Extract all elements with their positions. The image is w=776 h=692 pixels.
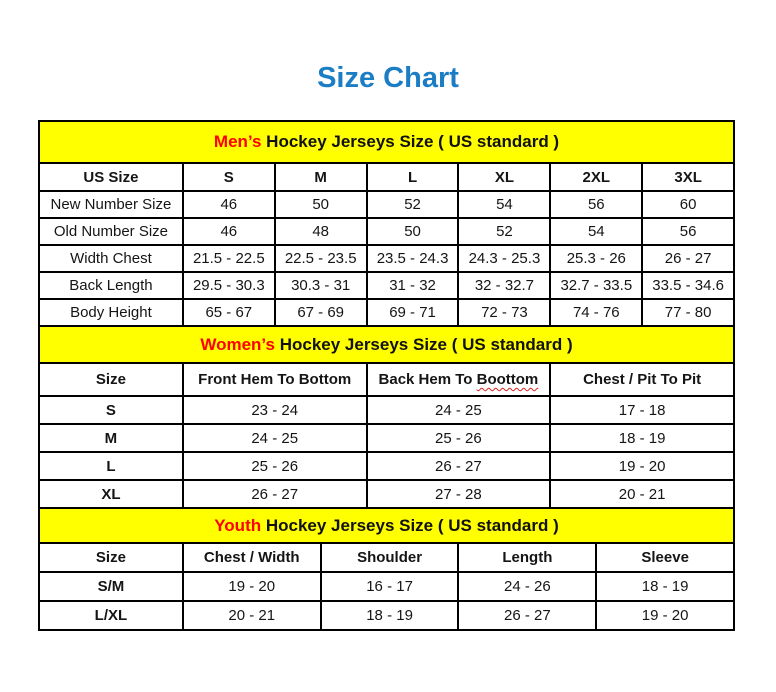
womens-data-row-3 [39, 480, 734, 508]
mens-data-row-1 [39, 218, 734, 245]
womens-section-band [39, 326, 734, 363]
mens-row-label: Body Height [39, 299, 183, 326]
womens-header-row [39, 363, 734, 396]
womens-cell: 26 - 27 [367, 452, 551, 480]
womens-column-header-0: Size [39, 363, 183, 396]
womens-column-header-2: Back Hem To Boottom [367, 363, 551, 396]
womens-row-label: S [39, 396, 183, 424]
mens-cell: 33.5 - 34.6 [642, 272, 734, 299]
mens-data-row-3 [39, 272, 734, 299]
youth-column-header-4: Sleeve [596, 543, 734, 572]
mens-cell: 46 [183, 191, 275, 218]
youth-column-header-3: Length [458, 543, 596, 572]
womens-cell: 24 - 25 [367, 396, 551, 424]
mens-cell: 56 [642, 218, 734, 245]
mens-cell: 50 [275, 191, 367, 218]
youth-cell: 18 - 19 [596, 572, 734, 601]
womens-row-label: XL [39, 480, 183, 508]
mens-column-header-1: S [183, 163, 275, 191]
mens-cell: 22.5 - 23.5 [275, 245, 367, 272]
womens-data-row-0 [39, 396, 734, 424]
youth-data-row-0 [39, 572, 734, 601]
mens-row-label: Back Length [39, 272, 183, 299]
youth-section-band [39, 508, 734, 543]
youth-cell: 20 - 21 [183, 601, 321, 630]
mens-section-title [39, 121, 734, 163]
womens-cell: 24 - 25 [183, 424, 367, 452]
womens-section-title [39, 326, 734, 363]
mens-cell: 60 [642, 191, 734, 218]
youth-cell: 18 - 19 [321, 601, 459, 630]
mens-column-header-2: M [275, 163, 367, 191]
youth-cell: 19 - 20 [183, 572, 321, 601]
mens-cell: 54 [550, 218, 642, 245]
youth-column-header-2: Shoulder [321, 543, 459, 572]
youth-row-label: L/XL [39, 601, 183, 630]
mens-column-header-3: L [367, 163, 459, 191]
mens-row-label: New Number Size [39, 191, 183, 218]
youth-header-row [39, 543, 734, 572]
youth-cell: 26 - 27 [458, 601, 596, 630]
mens-cell: 32.7 - 33.5 [550, 272, 642, 299]
mens-cell: 52 [367, 191, 459, 218]
size-chart-tables [38, 120, 735, 631]
womens-cell: 25 - 26 [367, 424, 551, 452]
mens-cell: 50 [367, 218, 459, 245]
youth-cell: 24 - 26 [458, 572, 596, 601]
womens-size-table [38, 325, 735, 509]
mens-column-header-6: 3XL [642, 163, 734, 191]
mens-cell: 46 [183, 218, 275, 245]
youth-column-header-0: Size [39, 543, 183, 572]
mens-cell: 21.5 - 22.5 [183, 245, 275, 272]
youth-column-header-1: Chest / Width [183, 543, 321, 572]
youth-row-label: S/M [39, 572, 183, 601]
womens-title-accent: Women’s [200, 334, 275, 354]
youth-section-title [39, 508, 734, 543]
misspelled-word: Boottom [476, 371, 539, 388]
youth-title-accent: Youth [214, 515, 262, 535]
mens-cell: 69 - 71 [367, 299, 459, 326]
mens-cell: 74 - 76 [550, 299, 642, 326]
mens-cell: 48 [275, 218, 367, 245]
youth-cell: 16 - 17 [321, 572, 459, 601]
mens-cell: 29.5 - 30.3 [183, 272, 275, 299]
womens-cell: 17 - 18 [550, 396, 734, 424]
mens-data-row-4 [39, 299, 734, 326]
youth-data-row-1 [39, 601, 734, 630]
mens-cell: 24.3 - 25.3 [458, 245, 550, 272]
mens-size-table [38, 120, 735, 327]
page-title: Size Chart [317, 62, 459, 94]
mens-data-row-0 [39, 191, 734, 218]
mens-cell: 52 [458, 218, 550, 245]
womens-cell: 25 - 26 [183, 452, 367, 480]
womens-row-label: M [39, 424, 183, 452]
mens-data-row-2 [39, 245, 734, 272]
womens-cell: 18 - 19 [550, 424, 734, 452]
mens-cell: 31 - 32 [367, 272, 459, 299]
mens-cell: 32 - 32.7 [458, 272, 550, 299]
mens-title-accent: Men’s [213, 132, 262, 151]
womens-data-row-1 [39, 424, 734, 452]
mens-cell: 54 [458, 191, 550, 218]
womens-cell: 19 - 20 [550, 452, 734, 480]
mens-cell: 72 - 73 [458, 299, 550, 326]
mens-cell: 30.3 - 31 [275, 272, 367, 299]
mens-row-label: Old Number Size [39, 218, 183, 245]
mens-cell: 56 [550, 191, 642, 218]
mens-cell: 65 - 67 [183, 299, 275, 326]
womens-data-row-2 [39, 452, 734, 480]
mens-cell: 23.5 - 24.3 [367, 245, 459, 272]
mens-column-header-5: 2XL [550, 163, 642, 191]
womens-cell: 27 - 28 [367, 480, 551, 508]
womens-column-header-1: Front Hem To Bottom [183, 363, 367, 396]
mens-header-row [39, 163, 734, 191]
womens-cell: 26 - 27 [183, 480, 367, 508]
womens-cell: 20 - 21 [550, 480, 734, 508]
youth-size-table [38, 507, 735, 631]
mens-cell: 67 - 69 [275, 299, 367, 326]
youth-cell: 19 - 20 [596, 601, 734, 630]
womens-column-header-3: Chest / Pit To Pit [550, 363, 734, 396]
womens-row-label: L [39, 452, 183, 480]
mens-section-band [39, 121, 734, 163]
womens-title-rest: Hockey Jerseys Size ( US standard ) [274, 334, 573, 354]
mens-cell: 26 - 27 [642, 245, 734, 272]
mens-column-header-0: US Size [39, 163, 183, 191]
womens-cell: 23 - 24 [183, 396, 367, 424]
mens-column-header-4: XL [458, 163, 550, 191]
mens-cell: 25.3 - 26 [550, 245, 642, 272]
mens-title-rest: Hockey Jerseys Size ( US standard ) [261, 132, 560, 151]
mens-row-label: Width Chest [39, 245, 183, 272]
mens-cell: 77 - 80 [642, 299, 734, 326]
youth-title-rest: Hockey Jerseys Size ( US standard ) [261, 515, 559, 535]
